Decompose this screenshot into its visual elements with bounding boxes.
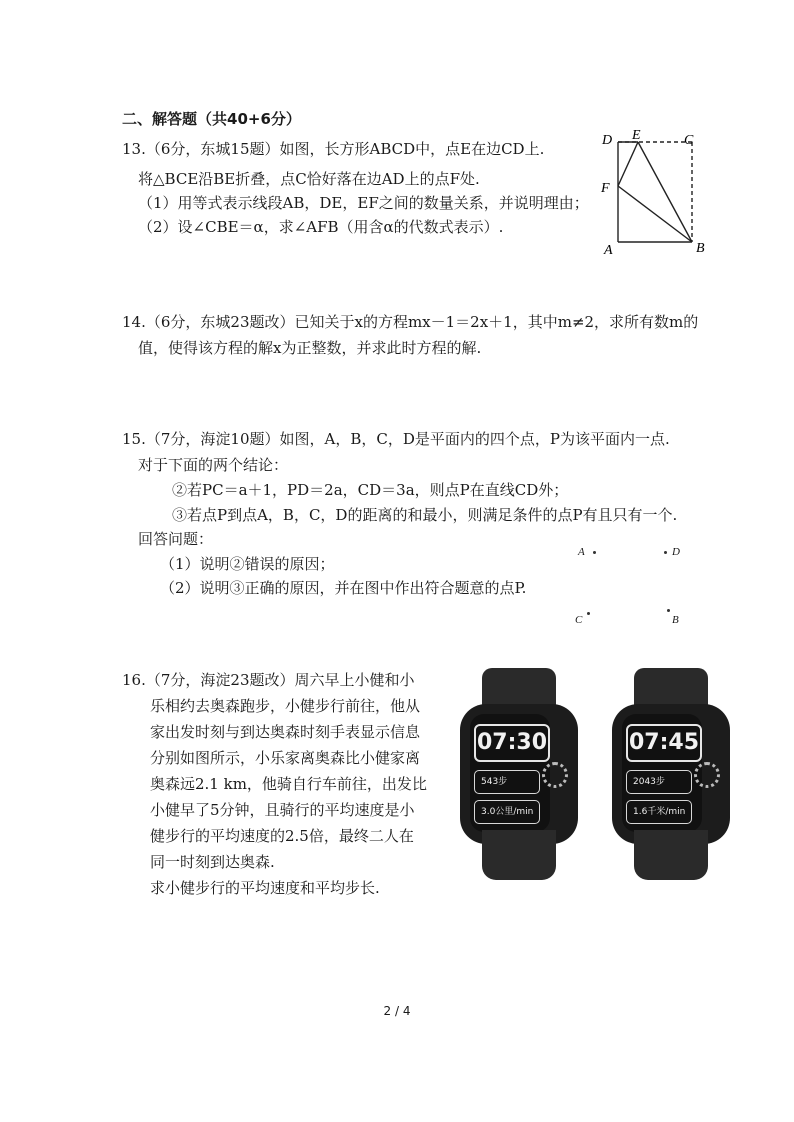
watch-crown-icon bbox=[694, 762, 720, 788]
q15-line-5: 回答问题： bbox=[138, 530, 214, 548]
watch-steps: 2043步 bbox=[626, 770, 692, 794]
point-A-label: A bbox=[578, 546, 585, 558]
q15-line-3: ②若PC＝a＋1，PD＝2a，CD＝3a，则点P在直线CD外； bbox=[172, 481, 569, 499]
label-A: A bbox=[604, 243, 613, 255]
label-F: F bbox=[601, 181, 610, 196]
point-A bbox=[593, 551, 596, 554]
q16-line-8: 同一时刻到达奥森. bbox=[150, 853, 275, 871]
q16-line-1: 16.（7分，海淀23题改）周六早上小健和小 bbox=[122, 671, 415, 689]
edge-EF bbox=[618, 142, 638, 186]
watch-distance: 1.6千米/min bbox=[626, 800, 692, 824]
q13-line-2: 将△BCE沿BE折叠，点C恰好落在边AD上的点F处. bbox=[138, 170, 480, 188]
q13-line-1: 13.（6分，东城15题）如图，长方形ABCD中，点E在边CD上. bbox=[122, 140, 545, 158]
q14-line-2: 值，使得该方程的解x为正整数，并求此时方程的解. bbox=[138, 339, 482, 357]
watch-distance: 3.0公里/min bbox=[474, 800, 540, 824]
rectangle-fold-figure bbox=[596, 130, 716, 255]
watch-start bbox=[460, 668, 578, 880]
watch-screen bbox=[470, 714, 550, 832]
q16-line-7: 健步行的平均速度的2.5倍，最终二人在 bbox=[150, 827, 414, 845]
point-B-label: B bbox=[672, 614, 679, 626]
label-B: B bbox=[696, 241, 705, 255]
q13-line-4: （2）设∠CBE＝α，求∠AFB（用含α的代数式表示）. bbox=[138, 218, 504, 236]
point-C-label: C bbox=[575, 614, 583, 626]
watch-case bbox=[612, 704, 730, 844]
section-title: 二、解答题（共40+6分） bbox=[122, 110, 301, 128]
q15-line-1: 15.（7分，海淀10题）如图，A，B，C，D是平面内的四个点，P为该平面内一点. bbox=[122, 430, 670, 448]
watch-time: 07:45 bbox=[626, 724, 702, 762]
point-D-label: D bbox=[672, 546, 680, 558]
watch-band bbox=[634, 830, 708, 880]
label-D: D bbox=[602, 133, 613, 148]
q16-line-5: 奥森远2.1 km，他骑自行车前往，出发比 bbox=[150, 775, 427, 793]
q16-line-2: 乐相约去奥森跑步，小健步行前往，他从 bbox=[150, 697, 421, 715]
q15-line-6: （1）说明②错误的原因； bbox=[160, 555, 335, 573]
q15-line-7: （2）说明③正确的原因，并在图中作出符合题意的点P. bbox=[160, 579, 527, 597]
watch-steps: 543步 bbox=[474, 770, 540, 794]
point-B bbox=[667, 609, 670, 612]
label-E: E bbox=[632, 130, 641, 143]
edge-FB bbox=[618, 186, 692, 242]
label-C: C bbox=[684, 133, 694, 148]
point-D bbox=[664, 551, 667, 554]
watch-case bbox=[460, 704, 578, 844]
watch-time: 07:30 bbox=[474, 724, 550, 762]
q16-line-6: 小健早了5分钟，且骑行的平均速度是小 bbox=[150, 801, 415, 819]
watch-crown-icon bbox=[542, 762, 568, 788]
watch-end bbox=[612, 668, 730, 880]
q15-line-4: ③若点P到点A，B，C，D的距离的和最小，则满足条件的点P有且只有一个. bbox=[172, 506, 678, 524]
point-C bbox=[587, 612, 590, 615]
watch-screen bbox=[622, 714, 702, 832]
q13-line-3: （1）用等式表示线段AB，DE，EF之间的数量关系，并说明理由； bbox=[138, 194, 589, 212]
edge-EB bbox=[638, 142, 692, 242]
q16-line-4: 分别如图所示，小乐家离奥森比小健家离 bbox=[150, 749, 421, 767]
q15-line-2: 对于下面的两个结论： bbox=[138, 456, 289, 474]
q16-line-3: 家出发时刻与到达奥森时刻手表显示信息 bbox=[150, 723, 421, 741]
page-number: 2 / 4 bbox=[383, 1004, 411, 1018]
watch-band bbox=[482, 830, 556, 880]
q16-line-9: 求小健步行的平均速度和平均步长. bbox=[150, 879, 380, 897]
q14-line-1: 14.（6分，东城23题改）已知关于x的方程mx－1＝2x＋1，其中m≠2，求所有数m的 bbox=[122, 313, 699, 331]
